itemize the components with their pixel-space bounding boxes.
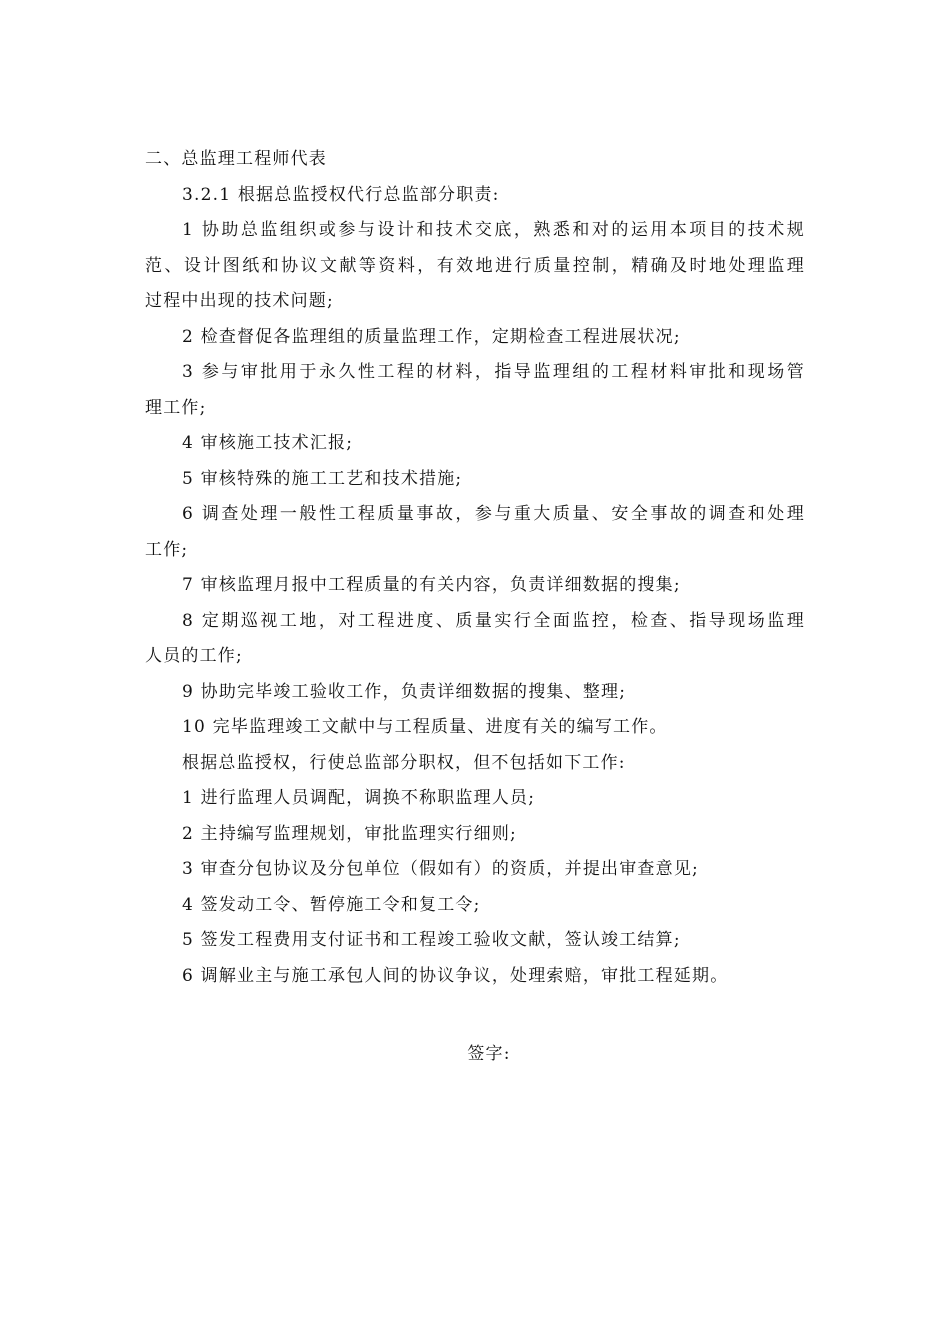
exclusion-item-6: 6 调解业主与施工承包人间的协议争议，处理索赔，审批工程延期。 (182, 965, 729, 986)
duty-item-3: 3 参与审批用于永久性工程的材料，指导监理组的工程材料审批和现场管 (182, 362, 805, 382)
signature-label: 签字: (467, 1044, 511, 1064)
duty-item-9: 9 协助完毕竣工验收工作，负责详细数据的搜集、整理; (182, 681, 627, 702)
document-body (145, 146, 805, 998)
duty-item-5: 5 审核特殊的施工工艺和技术措施; (182, 468, 463, 489)
duty-item-8: 8 定期巡视工地，对工程进度、质量实行全面监控，检查、指导现场监理 (182, 610, 805, 631)
duty-item-6: 6 调查处理一般性工程质量事故，参与重大质量、安全事故的调查和处理 (182, 504, 805, 524)
duty-item-3-cont: 理工作; (145, 397, 207, 418)
subsection-heading: 3.2.1 根据总监授权代行总监部分职责: (182, 184, 500, 205)
exclusion-item-3: 3 审查分包协议及分包单位（假如有）的资质，并提出审查意见; (182, 859, 699, 879)
exclusion-item-5: 5 签发工程费用支付证书和工程竣工验收文献，签认竣工结算; (182, 930, 681, 950)
duty-item-4: 4 审核施工技术汇报; (182, 433, 354, 453)
duty-item-1: 1 协助总监组织或参与设计和技术交底，熟悉和对的运用本项目的技术规 (182, 220, 805, 240)
duty-item-1-cont: 过程中出现的技术问题; (145, 291, 334, 311)
duty-item-6-cont: 工作; (145, 539, 189, 560)
section-heading: 二、总监理工程师代表 (145, 149, 327, 169)
exclusions-intro: 根据总监授权，行使总监部分职权，但不包括如下工作: (182, 752, 626, 773)
exclusion-item-2: 2 主持编写监理规划，审批监理实行细则; (182, 823, 517, 844)
exclusion-item-4: 4 签发动工令、暂停施工令和复工令; (182, 894, 481, 915)
duty-item-8-cont: 人员的工作; (145, 646, 243, 666)
duty-item-7: 7 审核监理月报中工程质量的有关内容，负责详细数据的搜集; (182, 575, 681, 595)
duty-item-2: 2 检查督促各监理组的质量监理工作，定期检查工程进展状况; (182, 326, 681, 347)
exclusion-item-1: 1 进行监理人员调配，调换不称职监理人员; (182, 788, 536, 808)
duty-item-10: 10 完毕监理竣工文献中与工程质量、进度有关的编写工作。 (182, 717, 668, 737)
duty-item-1-cont: 范、设计图纸和协议文献等资料，有效地进行质量控制，精确及时地处理监理 (145, 255, 805, 276)
